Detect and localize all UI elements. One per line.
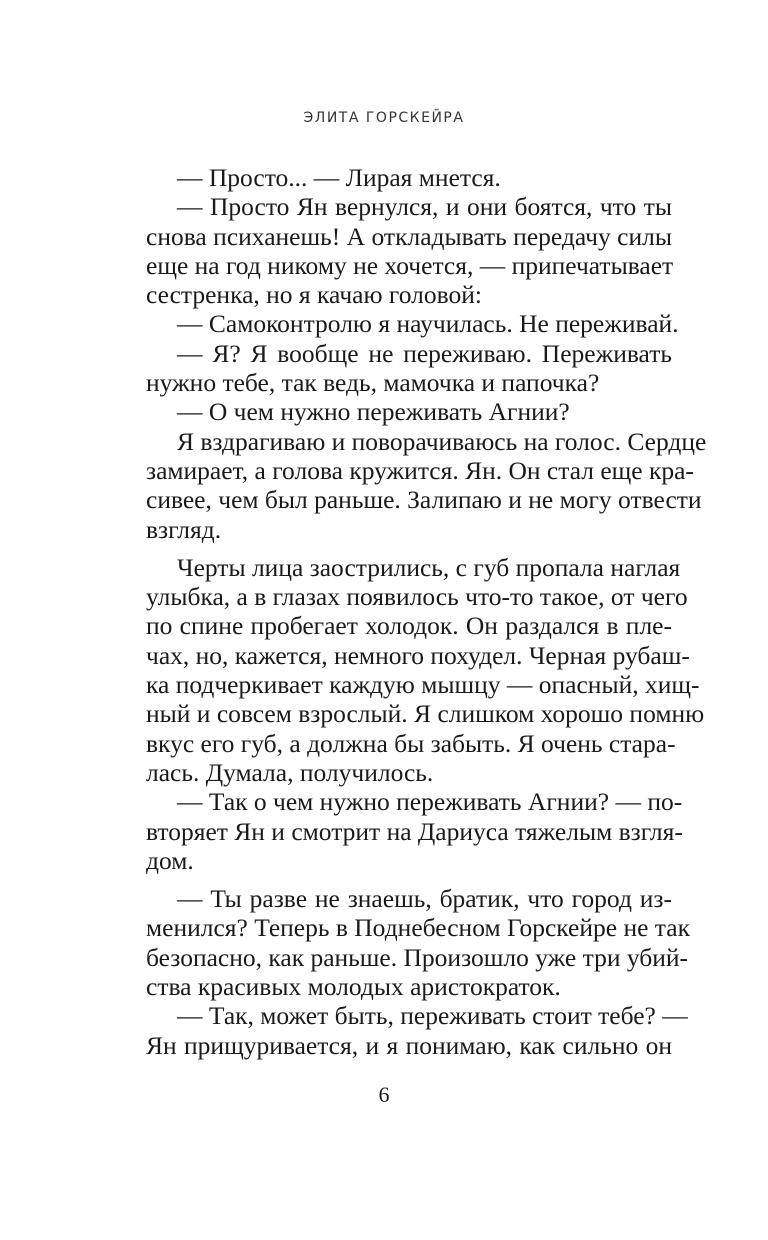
text-line: чах, но, кажется, немного похудел. Черная рубаш-	[146, 640, 690, 670]
text-line: — Так о чем нужно переживать Агнии? — по-	[177, 787, 683, 817]
text-line: взгляд.	[146, 514, 222, 544]
running-head: ЭЛИТА ГОРСКЕЙРА	[303, 110, 465, 126]
text-line: дом.	[146, 845, 194, 875]
text-line: безопасно, как раньше. Произошло уже три убий-	[146, 942, 689, 972]
paragraph-gap	[146, 875, 672, 884]
text-line: — Так, может быть, переживать стоит тебе? —	[177, 1001, 688, 1031]
text-line: ка подчеркивает каждую мышцу — опасный, хищ-	[146, 670, 700, 700]
text-line: — Просто Ян вернулся, и они боятся, что ты	[177, 192, 672, 222]
body-text	[146, 163, 707, 1060]
text-line: замирает, а голова кружится. Ян. Он стал еще кра-	[146, 455, 694, 485]
text-line: еще на год никому не хочется, — припечатывает	[146, 250, 674, 280]
text-line: нужно тебе, так ведь, мамочка и папочка?	[146, 368, 600, 398]
text-line: сивее, чем был раньше. Залипаю и не могу отвести	[146, 485, 702, 515]
text-line: — О чем нужно переживать Агнии?	[177, 397, 570, 427]
text-line: ства красивых молодых аристократок.	[146, 972, 561, 1002]
text-line: менился? Теперь в Поднебесном Горскейре не так	[146, 913, 690, 943]
text-line: — Ты разве не знаешь, братик, что город из-	[177, 884, 672, 914]
text-line: Я вздрагиваю и поворачиваюсь на голос. Сердце	[177, 426, 707, 456]
text-line: — Самоконтролю я научилась. Не переживай.	[177, 309, 679, 339]
text-line: — Я? Я вообще не переживаю. Переживать	[177, 338, 672, 368]
text-line: Черты лица заострились, с губ пропала наглая	[177, 552, 681, 582]
page-number: 6	[378, 1082, 390, 1107]
text-line: снова психанешь! А откладывать передачу силы	[146, 221, 672, 251]
text-line: вторяет Ян и смотрит на Дариуса тяжелым взгля-	[146, 816, 683, 846]
text-line: вкус его губ, а должна бы забыть. Я очень стара-	[146, 728, 676, 758]
text-line: ный и совсем взрослый. Я слишком хорошо помню	[146, 699, 705, 729]
text-line: лась. Думала, получилось.	[146, 757, 434, 787]
text-line: сестренка, но я качаю головой:	[146, 280, 482, 310]
text-line: улыбка, а в глазах появилось что-то такое, от чего	[146, 582, 688, 612]
text-line: — Просто... — Лирая мнется.	[177, 163, 501, 192]
text-line: по спине пробегает холодок. Он раздался в пле-	[146, 611, 672, 641]
text-line: Ян прищуривается, и я понимаю, как сильно он	[146, 1030, 672, 1060]
paragraph-gap	[146, 544, 672, 553]
